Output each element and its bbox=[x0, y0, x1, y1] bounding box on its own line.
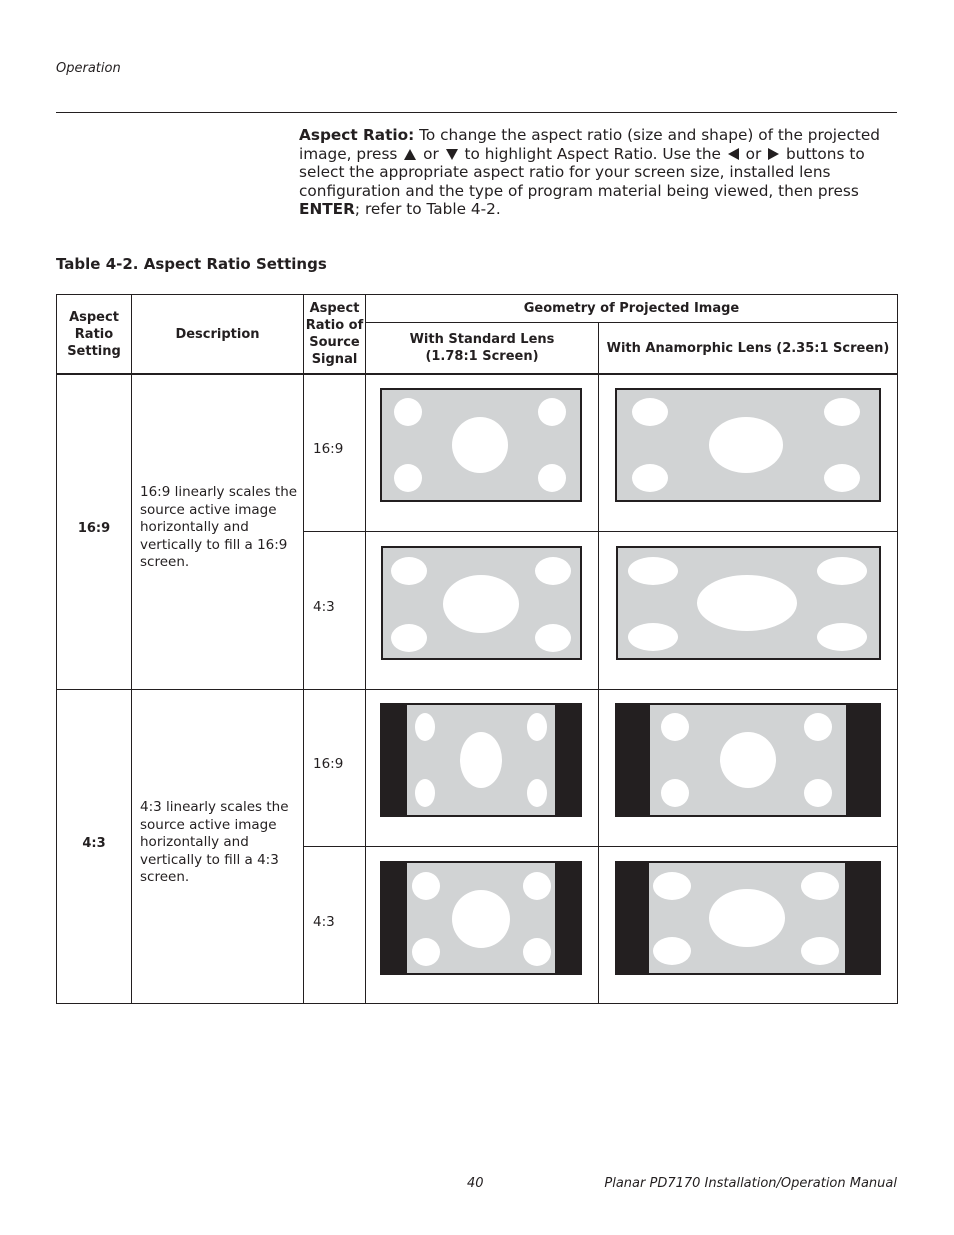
setting-16-9: 16:9 bbox=[77, 521, 111, 536]
header-setting: Aspect Ratio Setting bbox=[67, 309, 121, 359]
figure-16-9-source-16-9-anamorphic bbox=[615, 388, 881, 502]
header-standard-lens: With Standard Lens (1.78:1 Screen) bbox=[409, 332, 555, 364]
header-description: Description bbox=[175, 326, 260, 342]
aspect-ratio-table bbox=[56, 294, 898, 1004]
header-rule bbox=[56, 112, 897, 113]
intro-text-1: To change the aspect ratio (size and shape) of the projected image, press bbox=[299, 126, 880, 163]
intro-text-3: buttons to select the appropriate aspect ratio for your screen size, installed lens configuration and the type of program material being viewed, then press bbox=[299, 144, 865, 200]
figure-16-9-source-4-3-anamorphic bbox=[616, 546, 881, 660]
intro-text-4: ; refer to Table 4-2. bbox=[354, 200, 501, 219]
enter-key: ENTER bbox=[299, 200, 355, 219]
description-16-9: 16:9 linearly scales the source active image horizontally and vertically to fill a 16:9 screen. bbox=[140, 484, 298, 570]
header-source: Aspect Ratio of Source Signal bbox=[305, 301, 364, 367]
running-header: Operation bbox=[56, 61, 121, 76]
figure-4-3-source-4-3-anamorphic bbox=[615, 861, 881, 975]
description-4-3: 4:3 linearly scales the source active image horizontally and vertically to fill a 4:3 screen. bbox=[140, 799, 289, 885]
row-line-group bbox=[56, 689, 898, 690]
row-line-sub-2 bbox=[303, 846, 898, 847]
figure-4-3-source-16-9-anamorphic bbox=[615, 703, 881, 817]
aspect-ratio-term: Aspect Ratio: bbox=[299, 126, 415, 144]
intro-text-2: to highlight Aspect Ratio. Use the bbox=[459, 144, 726, 163]
figure-4-3-source-4-3-standard bbox=[380, 861, 582, 975]
figure-4-3-source-16-9-standard bbox=[380, 703, 582, 817]
header-bottom-rule bbox=[56, 373, 898, 375]
col-line-1 bbox=[131, 294, 132, 1004]
col-line-3 bbox=[365, 294, 366, 1004]
figure-16-9-source-16-9-standard bbox=[380, 388, 582, 502]
left-arrow-icon bbox=[728, 148, 739, 160]
page-number: 40 bbox=[467, 1176, 484, 1191]
header-anamorphic-lens: With Anamorphic Lens (2.35:1 Screen) bbox=[606, 340, 890, 356]
table-caption: Table 4-2. Aspect Ratio Settings bbox=[56, 255, 327, 273]
header-geometry: Geometry of Projected Image bbox=[523, 301, 740, 316]
right-arrow-icon bbox=[768, 148, 779, 160]
down-arrow-icon bbox=[446, 149, 458, 160]
source-ratio-r2a: 16:9 bbox=[313, 756, 344, 772]
source-ratio-r1a: 16:9 bbox=[313, 441, 344, 457]
table-border-right bbox=[897, 294, 898, 1004]
up-arrow-icon bbox=[404, 149, 416, 160]
row-line-sub-1 bbox=[303, 531, 898, 532]
source-ratio-r1b: 4:3 bbox=[313, 599, 335, 615]
figure-16-9-source-4-3-standard bbox=[381, 546, 582, 660]
intro-or-1: or bbox=[418, 144, 444, 163]
intro-paragraph bbox=[299, 126, 899, 219]
setting-4-3: 4:3 bbox=[82, 836, 106, 851]
source-ratio-r2b: 4:3 bbox=[313, 914, 335, 930]
manual-title: Planar PD7170 Installation/Operation Manual bbox=[604, 1176, 897, 1191]
intro-or-2: or bbox=[740, 144, 767, 163]
col-line-4 bbox=[598, 322, 599, 1004]
table-border-left bbox=[56, 294, 57, 1004]
col-line-2 bbox=[303, 294, 304, 1004]
table-border-bottom bbox=[56, 1003, 898, 1004]
